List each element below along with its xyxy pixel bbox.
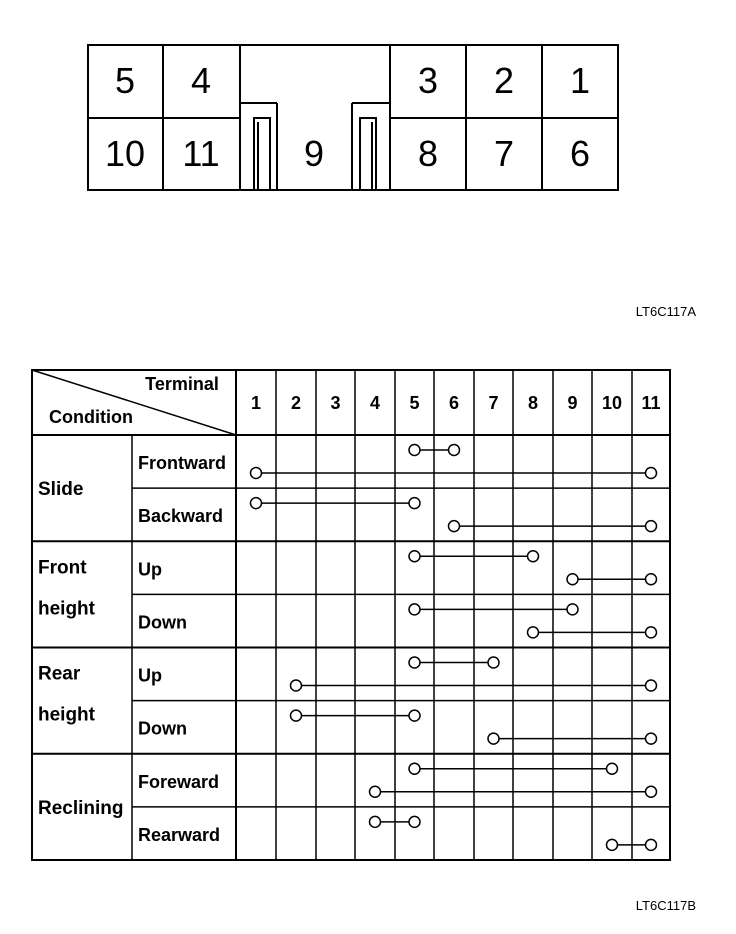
figure-code-b: LT6C117B bbox=[635, 898, 696, 913]
terminal-node bbox=[449, 521, 460, 532]
terminal-6-label: 6 bbox=[569, 133, 591, 174]
terminal-node bbox=[646, 786, 657, 797]
terminal-9-label: 9 bbox=[303, 133, 325, 174]
terminal-header-8: 8 bbox=[527, 393, 539, 413]
terminal-node bbox=[370, 786, 381, 797]
terminal-node bbox=[488, 657, 499, 668]
terminal-node bbox=[488, 733, 499, 744]
terminal-node bbox=[409, 604, 420, 615]
terminal-5-label: 5 bbox=[114, 60, 136, 101]
terminal-node bbox=[646, 733, 657, 744]
terminal-node bbox=[409, 763, 420, 774]
group-label: Rear bbox=[38, 663, 81, 685]
terminal-node bbox=[449, 445, 460, 456]
terminal-header-11: 11 bbox=[641, 393, 661, 413]
terminal-header-3: 3 bbox=[330, 393, 341, 413]
terminal-node bbox=[567, 574, 578, 585]
terminal-header-4: 4 bbox=[369, 393, 381, 413]
terminal-node bbox=[409, 551, 420, 562]
terminal-node bbox=[409, 445, 420, 456]
terminal-10-label: 10 bbox=[104, 133, 146, 174]
terminal-header-row bbox=[251, 393, 661, 413]
terminal-node bbox=[646, 627, 657, 638]
terminal-header-7: 7 bbox=[488, 393, 499, 413]
terminal-header-1: 1 bbox=[250, 393, 262, 413]
terminal-node bbox=[251, 468, 262, 479]
terminal-node bbox=[409, 657, 420, 668]
terminal-node bbox=[567, 604, 578, 615]
terminal-node bbox=[409, 816, 420, 827]
table-header bbox=[49, 374, 219, 427]
row-label: Down bbox=[138, 718, 187, 739]
terminal-node bbox=[646, 468, 657, 479]
row-label: Up bbox=[138, 559, 162, 580]
terminal-node bbox=[646, 521, 657, 532]
terminal-node bbox=[607, 839, 618, 850]
continuity-link-1-11 bbox=[251, 468, 657, 479]
row-label: Foreward bbox=[138, 771, 220, 792]
terminal-3-label: 3 bbox=[417, 60, 439, 101]
terminal-node bbox=[409, 710, 420, 721]
terminal-node bbox=[370, 816, 381, 827]
terminal-node bbox=[291, 680, 302, 691]
row-label: Backward bbox=[138, 506, 224, 527]
terminal-header-9: 9 bbox=[567, 393, 578, 413]
condition-group-labels bbox=[38, 479, 124, 819]
terminal-node bbox=[646, 839, 657, 850]
group-label: height bbox=[38, 598, 95, 620]
group-label: Reclining bbox=[38, 797, 124, 819]
continuity-link-9-11 bbox=[567, 574, 657, 585]
terminal-node bbox=[528, 551, 539, 562]
terminal-7-label: 7 bbox=[493, 133, 515, 174]
terminal-11-label: 11 bbox=[182, 133, 220, 174]
group-label: height bbox=[38, 704, 95, 726]
terminal-header-2: 2 bbox=[290, 393, 302, 413]
terminal-node bbox=[291, 710, 302, 721]
condition-row-labels bbox=[138, 453, 226, 845]
terminal-2-label: 2 bbox=[493, 60, 515, 101]
row-label: Rearward bbox=[138, 824, 221, 845]
row-label: Down bbox=[138, 612, 187, 633]
terminal-header-6: 6 bbox=[448, 393, 460, 413]
terminal-node bbox=[607, 763, 618, 774]
continuity-link-5-7 bbox=[409, 657, 499, 668]
terminal-node bbox=[528, 627, 539, 638]
terminal-node bbox=[646, 680, 657, 691]
row-label: Frontward bbox=[138, 453, 226, 473]
header-terminal: Terminal bbox=[145, 374, 219, 394]
figure-code-a: LT6C117A bbox=[635, 304, 696, 319]
terminal-node bbox=[251, 498, 262, 509]
terminal-node bbox=[646, 574, 657, 585]
terminal-node bbox=[409, 498, 420, 509]
terminal-8-label: 8 bbox=[417, 133, 439, 174]
terminal-4-label: 4 bbox=[190, 60, 212, 101]
connector-face bbox=[88, 45, 618, 190]
header-condition: Condition bbox=[49, 407, 133, 427]
group-label: Front bbox=[38, 557, 87, 579]
terminal-1-label: 1 bbox=[569, 60, 591, 101]
group-label: Slide bbox=[38, 479, 84, 501]
terminal-header-10: 10 bbox=[601, 393, 623, 413]
row-label: Up bbox=[138, 665, 162, 686]
terminal-header-5: 5 bbox=[409, 393, 420, 413]
